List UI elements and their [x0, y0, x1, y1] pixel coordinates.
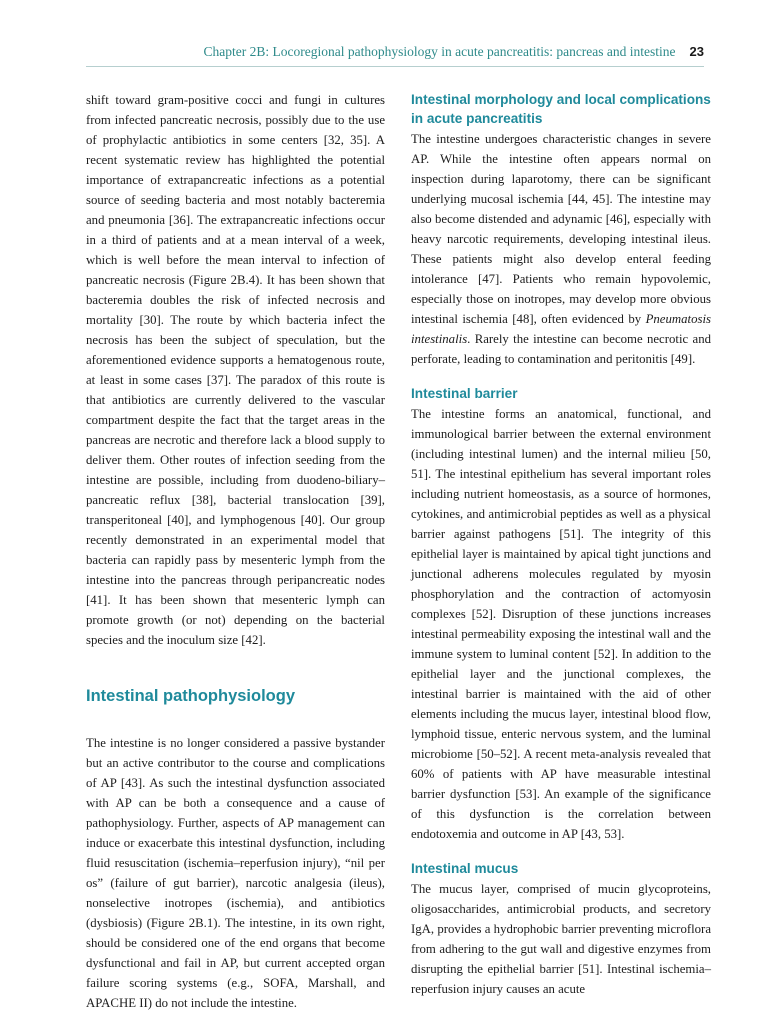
body-paragraph: The mucus layer, comprised of mucin glycoproteins, oligosaccharides, antimicrobial products, and secretory IgA, provides a hydrophobic barrier preventing microflora from adhering to the gut wall and digestive enzymes from disrupting the epithelial barrier [51]. Intestinal ischemia–reperfusion injury causes an acute — [411, 882, 711, 996]
paragraph-text: . Rarely the intestine can become necrotic and perforate, leading to contamination and peritonitis [49]. — [411, 332, 711, 366]
running-title: Chapter 2B: Locoregional pathophysiology in acute pancreatitis: pancreas and intestine — [203, 44, 676, 59]
body-paragraph: The intestine forms an anatomical, functional, and immunological barrier between the external environment (including intestinal lumen) and the internal milieu [50, 51]. The intestinal epithelium has several important roles including nutrient homeostasis, as a source of hormones, cytokines, and antimicrobial peptides as well as a physical barrier against pathogens [51]. The integrity of this epithelial layer is maintained by apical tight junctions and junctional adherens molecules regulated by myosin phosphorylation and the contraction of actomyosin complexes [52]. Disruption of these junctions increases intestinal permeability exposing the intestinal wall and the immune system to luminal content [52]. In addition to the epithelial layer and the junctional complexes, the intestinal barrier is maintained with the aid of other elements including the mucus layer, intestinal blood flow, lymphoid tissue, enteric nervous system, and the luminal microbiome [50–52]. A recent meta-analysis revealed that 60% of patients with AP have measurable intestinal barrier dysfunction [53]. An example of the significance of this dysfunction is the correlation between endotoxemia and outcome in AP [43, 53]. — [411, 407, 711, 841]
running-header — [86, 44, 704, 60]
left-column — [86, 90, 385, 1013]
body-paragraph — [411, 129, 711, 369]
paragraph-text: The intestine undergoes characteristic changes in severe AP. While the intestine often appears normal on inspection during laparotomy, there can be significant underlying mucosal ischemia [44, 45]. The intestine may also become distended and adynamic [46], especially with heavy narcotic requirements, developing intestinal ileus. These patients might also develop enteral feeding intolerance [47]. Patients who remain hypovolemic, especially those on inotropes, may develop more obvious intestinal ischemia [48], often evidenced by — [411, 132, 711, 326]
italic-term: Pneumatosis intestinalis — [411, 312, 711, 346]
subsection-heading: Intestinal morphology and local complications in acute pancreatitis — [411, 92, 711, 126]
page-number: 23 — [689, 44, 704, 59]
body-paragraph: The intestine is no longer considered a passive bystander but an active contributor to the course and complications of AP [43]. As such the intestinal dysfunction associated with AP can be both a consequence and a cause of pathophysiology. Further, aspects of AP management can induce or exacerbate this intestinal dysfunction, including fluid resuscitation (ischemia–reperfusion injury), “nil per os” (failure of gut barrier), narcotic analgesia (ileus), nonselective inotropes (ischemia), and antibiotics (dysbiosis) (Figure 2B.1). The intestine, in its own right, should be considered one of the end organs that become dysfunctional and fail in AP, but current accepted organ failure scoring systems (e.g., SOFA, Marshall, and APACHE II) do not include the intestine. — [86, 736, 385, 1010]
section-heading: Intestinal pathophysiology — [86, 687, 296, 705]
subsection-heading: Intestinal barrier — [411, 386, 518, 401]
right-column — [411, 90, 711, 999]
header-rule — [86, 66, 704, 67]
body-paragraph: shift toward gram-positive cocci and fungi in cultures from infected pancreatic necrosis, possibly due to the use of prophylactic antibiotics in some centers [32, 35]. A recent systematic review has highlighted the potential importance of extrapancreatic infections as a potential source of seeding bacteria and most notably bacteremia and pneumonia [36]. The extrapancreatic infections occur in a third of patients and at a mean interval of a week, which is well before the mean interval to infection of pancreatic necrosis (Figure 2B.4). It has been shown that bacteremia doubles the risk of infected necrosis and mortality [30]. The route by which bacteria infect the necrosis has been the subject of speculation, but the aforementioned evidence supports a hematogenous route, at least in some cases [37]. The paradox of this route is that antibiotics are currently delivered to the vascular compartment despite the fact that the target areas in the pancreas are necrotic and therefore lack a blood supply to deliver them. Other routes of infection seeding from the intestine are possible, including from duodeno-biliary–pancreatic reflux [38], bacterial translocation [39], transperitoneal [40], and lymphogenous [40]. Our group recently demonstrated in an experimental model that bacteria can rapidly pass by mesenteric lymph from the intestine into the pancreas through peripancreatic nodes [41]. It has been shown that mesenteric lymph can promote growth (or not) depending on the bacterial species and the inoculum size [42]. — [86, 93, 385, 647]
subsection-heading: Intestinal mucus — [411, 861, 519, 876]
